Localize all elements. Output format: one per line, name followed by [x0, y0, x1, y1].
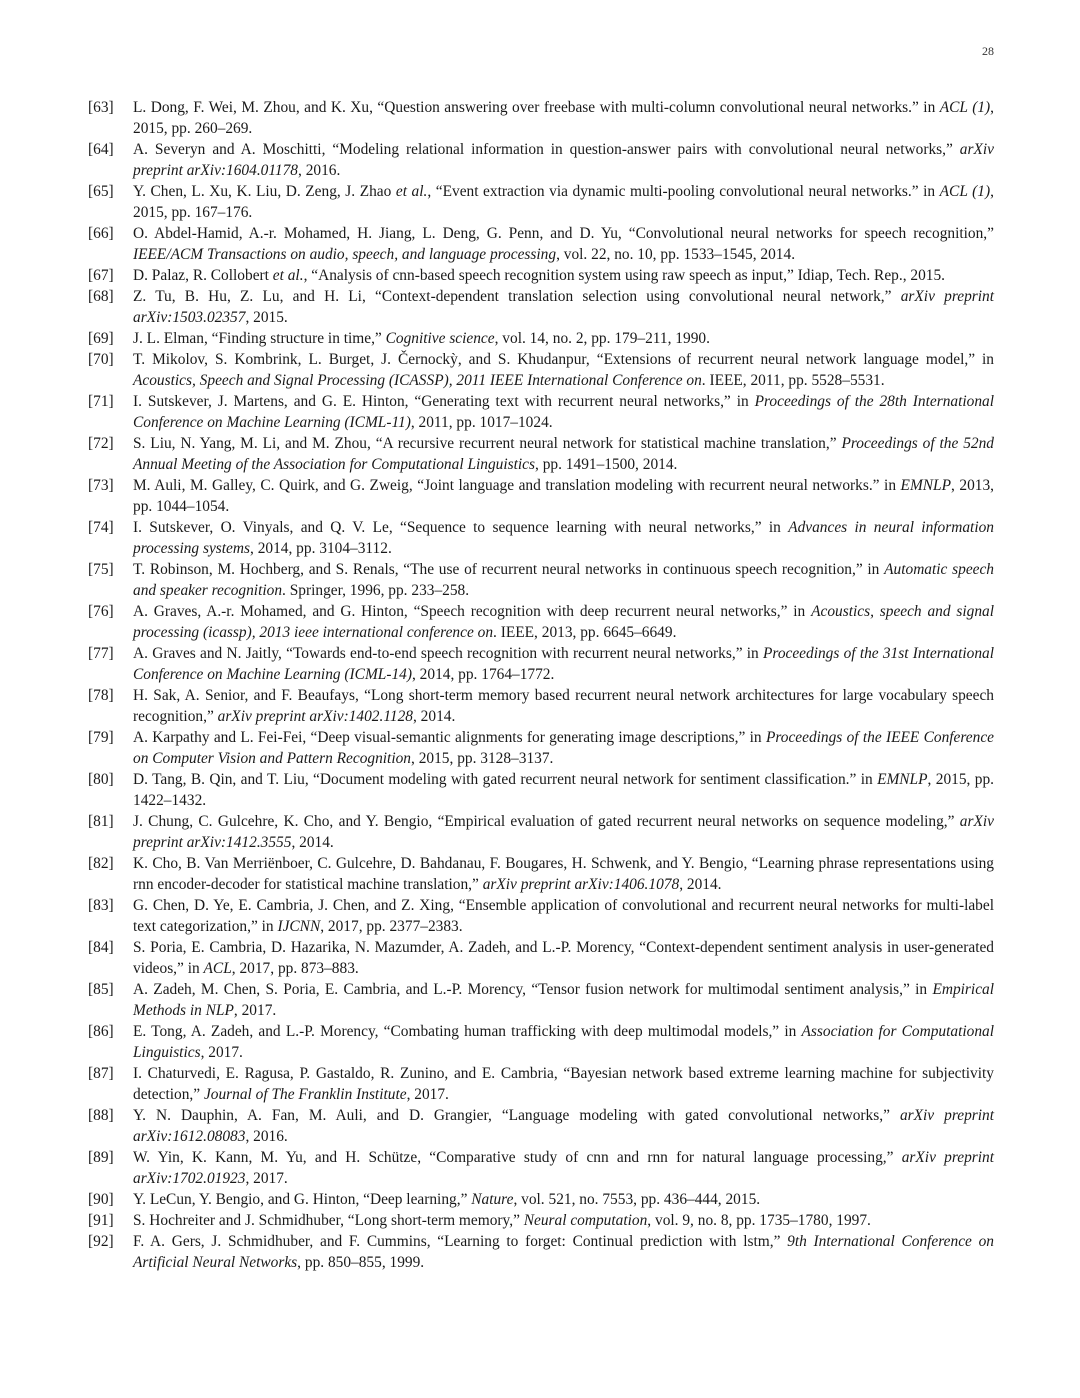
reference-venue-italic: Automatic speech and speaker recognition [133, 561, 995, 599]
reference-venue-italic: Acoustics, Speech and Signal Processing (ICASSP), 2011 IEEE International Conference on [133, 372, 702, 389]
reference-entry [88, 328, 994, 349]
reference-number: [85] [88, 981, 114, 998]
reference-list [88, 97, 994, 1273]
reference-venue-italic: arXiv preprint arXiv:1604.01178 [133, 141, 994, 179]
reference-text: , 2017. [406, 1086, 449, 1103]
reference-text: S. Liu, N. Yang, M. Li, and M. Zhou, “A recursive recurrent neural network for statistical machine translation,” [133, 435, 842, 452]
reference-venue-italic: et al. [395, 183, 428, 200]
reference-text: I. Chaturvedi, E. Ragusa, P. Gastaldo, R. Zunino, and E. Cambria, “Bayesian network based extreme learning machine for subjectivity detection,” [133, 1065, 994, 1103]
reference-number: [81] [88, 813, 114, 830]
reference-text: , pp. 1491–1500, 2014. [535, 456, 678, 473]
reference-venue-italic: Acoustics, speech and signal processing (icassp), 2013 ieee international conference on [133, 603, 995, 641]
reference-text: , 2015, pp. 3128–3137. [411, 750, 554, 767]
reference-venue-italic: ACL (1) [939, 183, 991, 200]
reference-entry [88, 349, 994, 391]
reference-number: [78] [88, 687, 114, 704]
reference-text: A. Zadeh, M. Chen, S. Poria, E. Cambria, and L.-P. Morency, “Tensor fusion network for multimodal sentiment analysis,” in [133, 981, 933, 998]
reference-text: , 2015, pp. 1422–1432. [133, 771, 994, 809]
reference-venue-italic: Proceedings of the IEEE Conference on Computer Vision and Pattern Recognition [133, 729, 994, 767]
reference-entry [88, 895, 994, 937]
reference-text: Y. LeCun, Y. Bengio, and G. Hinton, “Deep learning,” [133, 1191, 472, 1208]
reference-text: , 2017. [245, 1170, 288, 1187]
reference-text: , 2017. [200, 1044, 243, 1061]
reference-venue-italic: Proceedings of the 52nd Annual Meeting of the Association for Computational Linguistics [133, 435, 994, 473]
reference-text: J. L. Elman, “Finding structure in time,” [133, 330, 386, 347]
reference-number: [87] [88, 1065, 114, 1082]
reference-entry [88, 181, 994, 223]
reference-entry [88, 475, 994, 517]
reference-text: , “Event extraction via dynamic multi-pooling convolutional neural networks.” in [427, 183, 940, 200]
reference-number: [80] [88, 771, 114, 788]
page-number: 28 [982, 44, 994, 58]
reference-text: A. Karpathy and L. Fei-Fei, “Deep visual-semantic alignments for generating image descriptions,” in [133, 729, 766, 746]
reference-text: G. Chen, D. Ye, E. Cambria, J. Chen, and Z. Xing, “Ensemble application of convolutional and recurrent neural networks for multi-label text categorization,” in [133, 897, 994, 935]
reference-text: D. Tang, B. Qin, and T. Liu, “Document modeling with gated recurrent neural network for sentiment classification.” in [133, 771, 878, 788]
reference-text: Z. Tu, B. Hu, Z. Lu, and H. Li, “Context-dependent translation selection using convolutional neural network,” [133, 288, 901, 305]
reference-text: D. Palaz, R. Collobert [133, 267, 273, 284]
reference-number: [88] [88, 1107, 114, 1124]
reference-text: , 2017, pp. 2377–2383. [320, 918, 463, 935]
reference-text: Y. Chen, L. Xu, K. Liu, D. Zeng, J. Zhao [133, 183, 396, 200]
reference-number: [71] [88, 393, 114, 410]
reference-entry [88, 727, 994, 769]
reference-text: , 2015, pp. 260–269. [133, 99, 994, 137]
reference-number: [65] [88, 183, 114, 200]
reference-entry [88, 223, 994, 265]
reference-number: [74] [88, 519, 114, 536]
reference-venue-italic: Proceedings of the 31st International Conference on Machine Learning (ICML-14) [133, 645, 994, 683]
reference-text: T. Robinson, M. Hochberg, and S. Renals, “The use of recurrent neural networks in continuous speech recognition,” in [133, 561, 885, 578]
reference-number: [69] [88, 330, 114, 347]
reference-venue-italic: Empirical Methods in NLP [133, 981, 994, 1019]
reference-entry [88, 685, 994, 727]
reference-venue-italic: arXiv preprint arXiv:1612.08083 [133, 1107, 995, 1145]
reference-entry [88, 1189, 994, 1210]
reference-entry [88, 1063, 994, 1105]
reference-text: , 2014. [412, 708, 456, 725]
reference-number: [79] [88, 729, 114, 746]
reference-venue-italic: arXiv preprint arXiv:1702.01923 [133, 1149, 994, 1187]
reference-entry [88, 433, 994, 475]
reference-number: [63] [88, 99, 114, 116]
reference-entry [88, 853, 994, 895]
reference-number: [86] [88, 1023, 114, 1040]
reference-text: , 2017. [233, 1002, 277, 1019]
reference-text: A. Graves and N. Jaitly, “Towards end-to-end speech recognition with recurrent neural networks,” in [133, 645, 763, 662]
reference-text: , 2016. [245, 1128, 288, 1145]
reference-entry [88, 517, 994, 559]
reference-venue-italic: ACL (1) [939, 99, 991, 116]
reference-text: , vol. 9, no. 8, pp. 1735–1780, 1997. [647, 1212, 871, 1229]
reference-text: W. Yin, K. Kann, M. Yu, and H. Schütze, “Comparative study of cnn and rnn for natural language processing,” [133, 1149, 902, 1166]
reference-text: , vol. 22, no. 10, pp. 1533–1545, 2014. [556, 246, 796, 263]
reference-venue-italic: Advances in neural information processing systems [133, 519, 994, 557]
reference-text: O. Abdel-Hamid, A.-r. Mohamed, H. Jiang, L. Deng, G. Penn, and D. Yu, “Convolutional neural networks for speech recognition,” [133, 225, 994, 242]
reference-text: T. Mikolov, S. Kombrink, L. Burget, J. Černockỳ, and S. Khudanpur, “Extensions of recurrent neural network language model,” in [133, 351, 994, 368]
reference-number: [70] [88, 351, 114, 368]
reference-entry [88, 1105, 994, 1147]
reference-venue-italic: Association for Computational Linguistics [133, 1023, 995, 1061]
reference-text: . IEEE, 2013, pp. 6645–6649. [493, 624, 677, 641]
reference-text: S. Poria, E. Cambria, D. Hazarika, N. Mazumder, A. Zadeh, and L.-P. Morency, “Context-dependent sentiment analysis in user-generated videos,” in [133, 939, 994, 977]
reference-text: , vol. 14, no. 2, pp. 179–211, 1990. [494, 330, 710, 347]
reference-text: , pp. 850–855, 1999. [297, 1254, 425, 1271]
reference-text: F. A. Gers, J. Schmidhuber, and F. Cummins, “Learning to forget: Continual prediction with lstm,” [133, 1233, 788, 1250]
reference-venue-italic: Nature [471, 1191, 514, 1208]
reference-text: , 2013, pp. 1044–1054. [133, 477, 995, 515]
reference-text: A. Graves, A.-r. Mohamed, and G. Hinton, “Speech recognition with deep recurrent neural networks,” in [133, 603, 812, 620]
reference-venue-italic: Journal of The Franklin Institute [203, 1086, 407, 1103]
reference-text: A. Severyn and A. Moschitti, “Modeling relational information in question-answer pairs with convolutional neural networks,” [133, 141, 960, 158]
reference-text: , 2014, pp. 1764–1772. [411, 666, 555, 683]
reference-venue-italic: arXiv preprint arXiv:1503.02357 [133, 288, 995, 326]
reference-number: [77] [88, 645, 114, 662]
reference-entry [88, 979, 994, 1021]
reference-entry [88, 643, 994, 685]
reference-text: H. Sak, A. Senior, and F. Beaufays, “Long short-term memory based recurrent neural network architectures for large vocabulary speech recognition,” [133, 687, 994, 725]
reference-text: , 2015. [245, 309, 288, 326]
reference-venue-italic: IJCNN [277, 918, 321, 935]
reference-number: [67] [88, 267, 114, 284]
reference-text: Y. N. Dauphin, A. Fan, M. Auli, and D. Grangier, “Language modeling with gated convolutional networks,” [133, 1107, 900, 1124]
reference-text: , 2017, pp. 873–883. [231, 960, 359, 977]
reference-text: , vol. 521, no. 7553, pp. 436–444, 2015. [513, 1191, 761, 1208]
reference-text: L. Dong, F. Wei, M. Zhou, and K. Xu, “Question answering over freebase with multi-column convolutional neural networks.” in [133, 99, 940, 116]
reference-number: [73] [88, 477, 114, 494]
reference-venue-italic: Neural computation [523, 1212, 648, 1229]
reference-entry [88, 391, 994, 433]
reference-number: [90] [88, 1191, 114, 1208]
reference-text: . Springer, 1996, pp. 233–258. [282, 582, 470, 599]
reference-entry [88, 1210, 994, 1231]
reference-number: [83] [88, 897, 114, 914]
reference-text: . IEEE, 2011, pp. 5528–5531. [701, 372, 885, 389]
reference-number: [92] [88, 1233, 114, 1250]
reference-entry [88, 139, 994, 181]
reference-venue-italic: et al. [272, 267, 304, 284]
reference-entry [88, 811, 994, 853]
reference-text: J. Chung, C. Gulcehre, K. Cho, and Y. Bengio, “Empirical evaluation of gated recurrent neural networks on sequence modeling,” [133, 813, 960, 830]
reference-venue-italic: Proceedings of the 28th International Conference on Machine Learning (ICML-11) [133, 393, 994, 431]
reference-entry [88, 601, 994, 643]
reference-entry [88, 286, 994, 328]
reference-text: , 2011, pp. 1017–1024. [410, 414, 553, 431]
reference-number: [75] [88, 561, 114, 578]
reference-venue-italic: ACL [203, 960, 232, 977]
reference-venue-italic: Cognitive science [385, 330, 495, 347]
reference-text: S. Hochreiter and J. Schmidhuber, “Long short-term memory,” [133, 1212, 524, 1229]
reference-venue-italic: arXiv preprint arXiv:1412.3555 [133, 813, 994, 851]
reference-number: [89] [88, 1149, 114, 1166]
reference-text: M. Auli, M. Galley, C. Quirk, and G. Zweig, “Joint language and translation modeling with recurrent neural networks.” in [133, 477, 901, 494]
reference-venue-italic: EMNLP [877, 771, 928, 788]
reference-entry [88, 97, 994, 139]
reference-entry [88, 559, 994, 601]
reference-text: , 2014. [291, 834, 334, 851]
reference-entry [88, 1021, 994, 1063]
reference-entry [88, 1231, 994, 1273]
reference-entry [88, 265, 994, 286]
reference-number: [84] [88, 939, 114, 956]
reference-text: E. Tong, A. Zadeh, and L.-P. Morency, “Combating human trafficking with deep multimodal models,” in [133, 1023, 802, 1040]
reference-number: [72] [88, 435, 114, 452]
reference-text: I. Sutskever, J. Martens, and G. E. Hinton, “Generating text with recurrent neural networks,” in [133, 393, 755, 410]
reference-number: [64] [88, 141, 114, 158]
reference-text: , 2014. [679, 876, 722, 893]
reference-text: I. Sutskever, O. Vinyals, and Q. V. Le, “Sequence to sequence learning with neural networks,” in [133, 519, 789, 536]
reference-number: [82] [88, 855, 114, 872]
reference-text: , 2014, pp. 3104–3112. [250, 540, 392, 557]
reference-text: K. Cho, B. Van Merriënboer, C. Gulcehre, D. Bahdanau, F. Bougares, H. Schwenk, and Y. Bengio, “Learning phrase representations using rnn encoder-decoder for statistical machine translation,” [133, 855, 994, 893]
reference-number: [76] [88, 603, 114, 620]
reference-venue-italic: 9th International Conference on Artificial Neural Networks [133, 1233, 994, 1271]
reference-number: [66] [88, 225, 114, 242]
reference-number: [91] [88, 1212, 114, 1229]
reference-entry [88, 937, 994, 979]
reference-venue-italic: arXiv preprint arXiv:1402.1128 [217, 708, 413, 725]
reference-venue-italic: arXiv preprint arXiv:1406.1078 [482, 876, 680, 893]
reference-text: , 2015, pp. 167–176. [133, 183, 994, 221]
reference-venue-italic: EMNLP [900, 477, 951, 494]
reference-text: , “Analysis of cnn-based speech recognition system using raw speech as input,” Idiap, Tech. Rep., 2015. [303, 267, 946, 284]
reference-entry [88, 769, 994, 811]
reference-text: , 2016. [298, 162, 341, 179]
reference-number: [68] [88, 288, 114, 305]
reference-venue-italic: IEEE/ACM Transactions on audio, speech, and language processing [133, 246, 557, 263]
reference-entry [88, 1147, 994, 1189]
